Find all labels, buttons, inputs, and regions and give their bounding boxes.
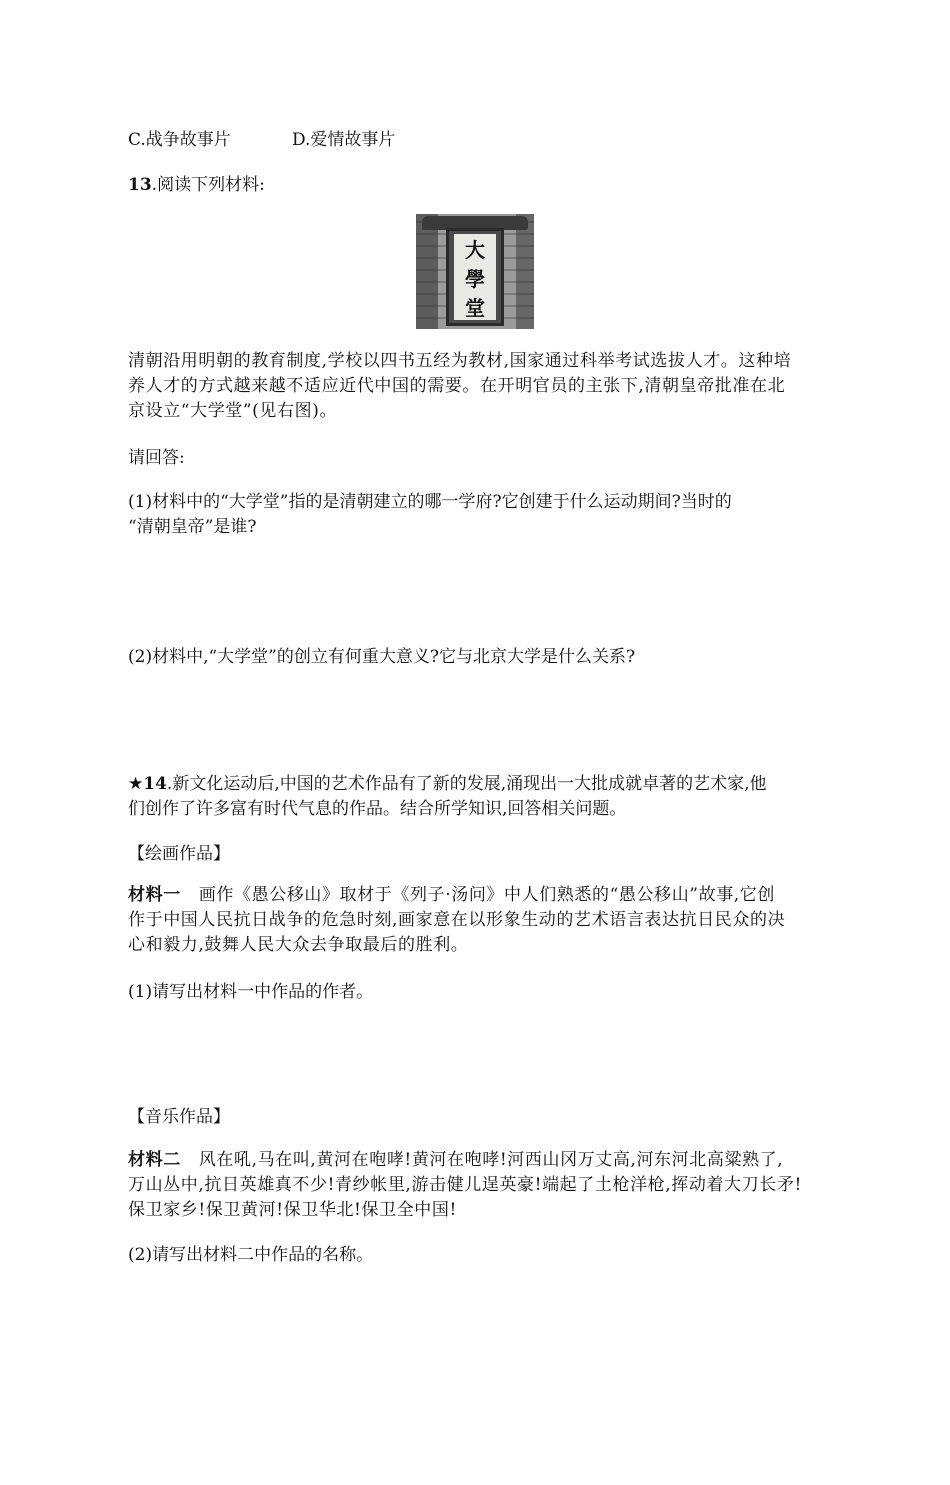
plaque-char-3: 堂	[465, 296, 485, 320]
q13-material-line-1: 清朝沿用明朝的教育制度,学校以四书五经为教材,国家通过科举考试选拔人才。这种培	[128, 351, 792, 371]
q13-heading	[128, 173, 265, 197]
q12-option-d: D.爱情故事片	[292, 130, 396, 150]
star-icon: ★	[128, 774, 144, 794]
q14-heading-line-2: 们创作了许多富有时代气息的作品。结合所学知识,回答相关问题。	[128, 799, 627, 819]
q14-material1-line-1	[128, 883, 775, 907]
plaque-char-2: 學	[465, 267, 485, 291]
q13-intro: .阅读下列材料:	[151, 175, 265, 195]
q14-material1-line-3: 心和毅力,鼓舞人民大众去争取最后的胜利。	[128, 935, 469, 955]
q13-number: 13	[128, 175, 152, 195]
q14-question-1: (1)请写出材料一中作品的作者。	[128, 982, 374, 1002]
plaque-board	[454, 234, 496, 320]
q14-section-music: 【音乐作品】	[128, 1107, 230, 1127]
daxuetang-plaque-photo	[416, 214, 534, 329]
q14-material1-line-2: 作于中国人民抗日战争的危急时刻,画家意在以形象生动的艺术语言表达抗日民众的决	[128, 910, 786, 930]
q14-intro-1: .新文化运动后,中国的艺术作品有了新的发展,涌现出一大批成就卓著的艺术家,他	[166, 774, 767, 794]
material2-label: 材料二	[128, 1150, 181, 1170]
q14-material2-line-3: 保卫家乡!保卫黄河!保卫华北!保卫全中国!	[128, 1200, 457, 1220]
plaque-char-1: 大	[465, 238, 485, 262]
q14-number: 14	[143, 774, 167, 794]
material1-text-1: 画作《愚公移山》取材于《列子·汤问》中人们熟悉的“愚公移山”故事,它创	[198, 885, 776, 905]
q14-material2-line-1	[128, 1148, 783, 1172]
q14-heading-line-1	[128, 772, 767, 796]
q13-question-2: (2)材料中,“大学堂”的创立有何重大意义?它与北京大学是什么关系?	[128, 647, 636, 667]
material1-label: 材料一	[128, 885, 181, 905]
q14-section-painting: 【绘画作品】	[128, 844, 230, 864]
q13-question-1-line-1: (1)材料中的“大学堂”指的是清朝建立的哪一学府?它创建于什么运动期间?当时的	[128, 492, 732, 512]
q13-prompt: 请回答:	[128, 448, 185, 468]
material2-text-1: 风在吼,马在叫,黄河在咆哮!黄河在咆哮!河西山冈万丈高,河东河北高粱熟了,	[198, 1150, 784, 1170]
q12-option-c: C.战争故事片	[128, 130, 231, 150]
q13-material-line-3: 京设立“大学堂”(见右图)。	[128, 401, 338, 421]
q14-question-2: (2)请写出材料二中作品的名称。	[128, 1245, 374, 1265]
q13-question-1-line-2: “清朝皇帝”是谁?	[128, 517, 257, 537]
q14-material2-line-2: 万山丛中,抗日英雄真不少!青纱帐里,游击健儿逞英豪!端起了土枪洋枪,挥动着大刀长矛!	[128, 1175, 802, 1195]
q13-material-line-2: 养人才的方式越来越不适应近代中国的需要。在开明官员的主张下,清朝皇帝批准在北	[128, 376, 786, 396]
